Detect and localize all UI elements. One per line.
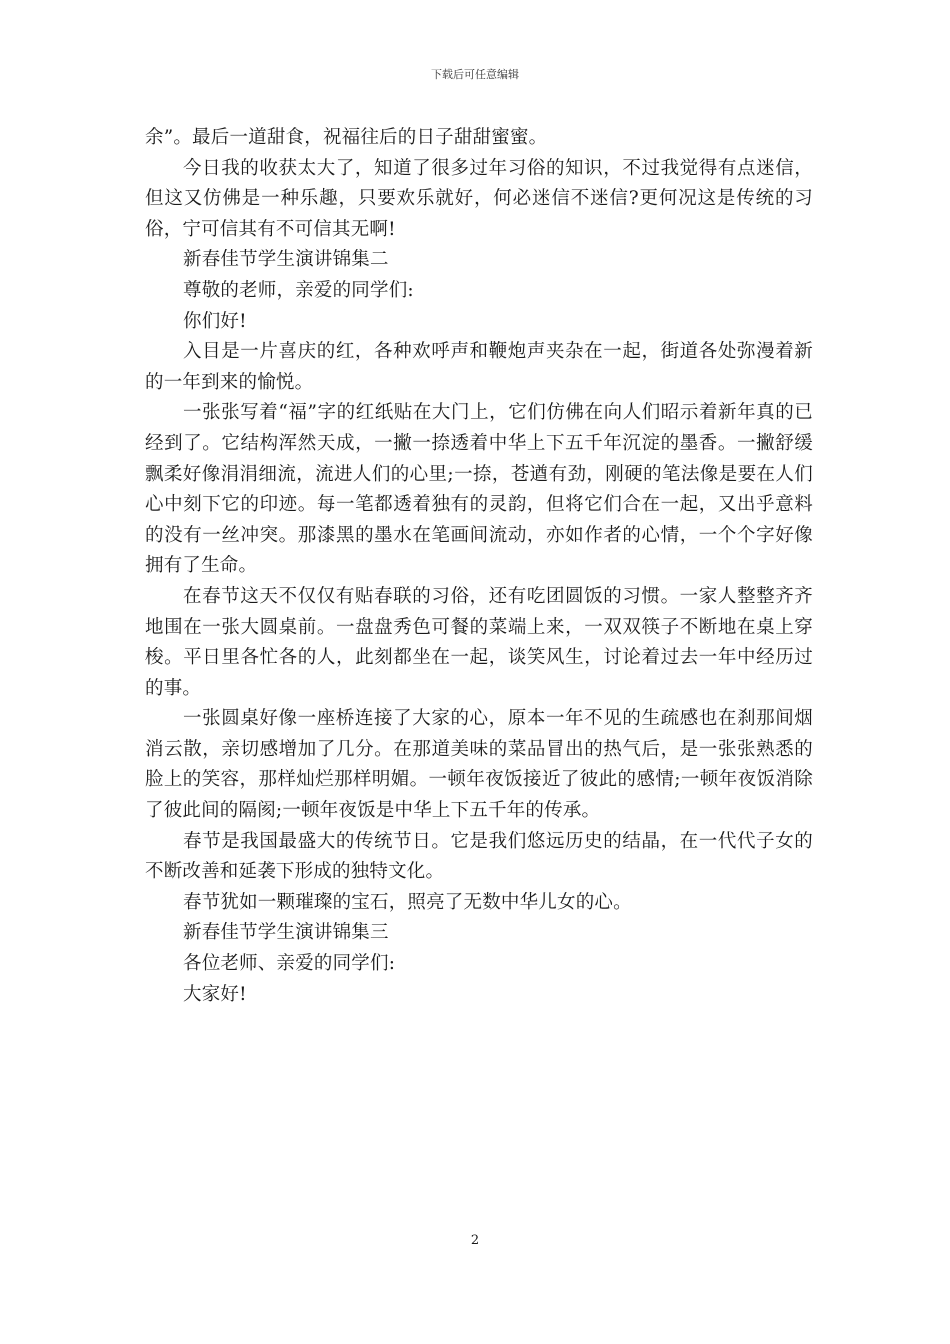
paragraph: 余”。最后一道甜食，祝福往后的日子甜甜蜜蜜。	[145, 127, 548, 148]
page-header: 下载后可任意编辑	[431, 68, 519, 81]
page-number: 2	[470, 1233, 480, 1248]
paragraph: 在春节这天不仅仅有贴春联的习俗，还有吃团圆饭的习惯。一家人整整齐齐地围在一张大圆桌前。一盘盘秀色可餐的菜端上来，一双双筷子不断地在桌上穿梭。平日里各忙各的人，此刻都坐在一起，谈笑风生，讨论着过去一年中经历过的事。	[145, 585, 813, 699]
document-body	[145, 123, 813, 1010]
salutation: 各位老师、亲爱的同学们:	[183, 953, 396, 975]
paragraph: 一张张写着“福”字的红纸贴在大门上，它们仿佛在向人们昭示着新年真的已经到了。它结构浑然天成，一撇一捺透着中华上下五千年沉淀的墨香。一撇舒缓飘柔好像涓涓细流，流进人们的心里;一捺，苍遒有劲，刚硬的笔法像是要在人们心中刻下它的印迹。每一笔都透着独有的灵韵，但将它们合在一起，又出乎意料的没有一丝冲突。那漆黑的墨水在笔画间流动，亦如作者的心情，一个个字好像拥有了生命。	[145, 402, 813, 577]
greeting: 大家好!	[183, 983, 247, 1005]
paragraph: 今日我的收获太大了，知道了很多过年习俗的知识，不过我觉得有点迷信，但这又仿佛是一种乐趣，只要欢乐就好，何必迷信不迷信?更何况这是传统的习俗，宁可信其有不可信其无啊!	[145, 157, 813, 240]
paragraph: 春节犹如一颗璀璨的宝石，照亮了无数中华儿女的心。	[183, 891, 632, 913]
paragraph: 入目是一片喜庆的红，各种欢呼声和鞭炮声夹杂在一起，街道各处弥漫着新的一年到来的愉悦。	[145, 341, 813, 393]
paragraph: 一张圆桌好像一座桥连接了大家的心，原本一年不见的生疏感也在刹那间烟消云散，亲切感增加了几分。在那道美味的菜品冒出的热气后，是一张张熟悉的脸上的笑容，那样灿烂那样明媚。一顿年夜饭接近了彼此的感情;一顿年夜饭消除了彼此间的隔阂;一顿年夜饭是中华上下五千年的传承。	[145, 708, 813, 822]
paragraph: 春节是我国最盛大的传统节日。它是我们悠远历史的结晶，在一代代子女的不断改善和延袭下形成的独特文化。	[145, 830, 813, 883]
salutation: 尊敬的老师，亲爱的同学们:	[183, 279, 414, 301]
section-title: 新春佳节学生演讲锦集三	[183, 922, 389, 944]
section-title: 新春佳节学生演讲锦集二	[183, 249, 389, 271]
greeting: 你们好!	[183, 310, 247, 332]
